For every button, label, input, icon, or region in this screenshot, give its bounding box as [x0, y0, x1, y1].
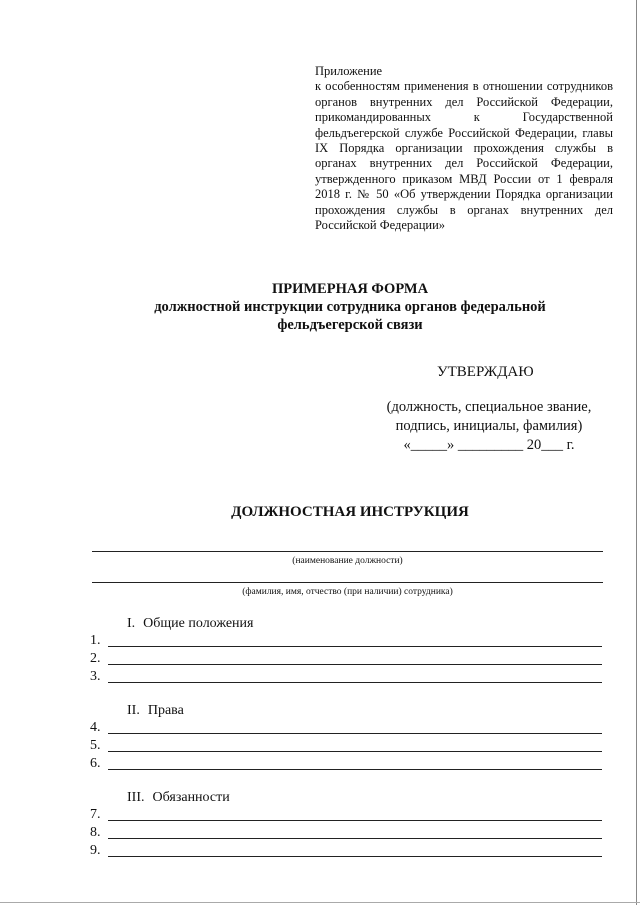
- section-number: I.: [127, 616, 136, 631]
- list-item: [90, 807, 602, 825]
- section-title: Права: [147, 703, 184, 718]
- form-title-line-3: фельдъегерской связи: [277, 317, 423, 333]
- page-edge-bottom: [0, 902, 640, 903]
- item-fill-line[interactable]: [108, 838, 602, 839]
- item-number: 1.: [90, 633, 101, 648]
- approval-heading: УТВЕРЖДАЮ: [437, 364, 534, 380]
- appendix-block: [315, 64, 613, 233]
- section-number: II.: [127, 703, 140, 718]
- section-duties-heading: [127, 790, 230, 806]
- item-fill-line[interactable]: [108, 751, 602, 752]
- section-title: Обязанности: [152, 790, 230, 805]
- item-number: 9.: [90, 843, 101, 858]
- name-field-line[interactable]: [92, 582, 603, 583]
- position-field-caption: (наименование должности): [292, 556, 403, 566]
- appendix-label: Приложение: [315, 64, 383, 78]
- list-item: [90, 825, 602, 843]
- section-number: III.: [127, 790, 145, 805]
- item-fill-line[interactable]: [108, 820, 602, 821]
- item-number: 5.: [90, 738, 101, 753]
- item-number: 2.: [90, 651, 101, 666]
- name-field-caption: (фамилия, имя, отчество (при наличии) сотрудника): [242, 587, 453, 597]
- list-item: [90, 720, 602, 738]
- list-item: [90, 651, 602, 669]
- item-number: 6.: [90, 756, 101, 771]
- document-title: ДОЛЖНОСТНАЯ ИНСТРУКЦИЯ: [231, 504, 469, 520]
- section-title: Общие положения: [143, 616, 254, 631]
- form-title: [90, 280, 610, 334]
- item-fill-line[interactable]: [108, 664, 602, 665]
- list-item: [90, 633, 602, 651]
- page-edge-right: [636, 0, 637, 905]
- list-item: [90, 738, 602, 756]
- item-fill-line[interactable]: [108, 733, 602, 734]
- list-item: [90, 756, 602, 774]
- item-number: 8.: [90, 825, 101, 840]
- approval-date: «_____» _________ 20___ г.: [403, 437, 575, 453]
- item-number: 7.: [90, 807, 101, 822]
- appendix-text: к особенностям применения в отношении сотрудников органов внутренних дел Российской Федерации, прикомандированных к Государственной фельдъегерской службе Российской Федерации, главы IX Порядка организации прохождения службы в органах внутренних дел Российской Федерации, утвержденного приказом МВД России от 1 февраля 2018 г. № 50 «Об утверждении Порядка организации прохождения службы в органах внутренних дел Российской Федерации»: [315, 79, 613, 233]
- item-fill-line[interactable]: [108, 769, 602, 770]
- item-fill-line[interactable]: [108, 856, 602, 857]
- list-item: [90, 669, 602, 687]
- approval-block: [360, 398, 618, 455]
- item-fill-line[interactable]: [108, 682, 602, 683]
- form-title-line-1: ПРИМЕРНАЯ ФОРМА: [271, 281, 429, 297]
- form-title-line-2: должностной инструкции сотрудника органов федеральной: [154, 299, 546, 315]
- section-general-heading: [127, 616, 253, 632]
- list-item: [90, 843, 602, 861]
- item-number: 4.: [90, 720, 101, 735]
- item-fill-line[interactable]: [108, 646, 602, 647]
- position-field-line[interactable]: [92, 551, 603, 552]
- section-rights-heading: [127, 703, 184, 719]
- item-number: 3.: [90, 669, 101, 684]
- approval-line-1: (должность, специальное звание,: [386, 399, 592, 415]
- approval-line-2: подпись, инициалы, фамилия): [395, 418, 583, 434]
